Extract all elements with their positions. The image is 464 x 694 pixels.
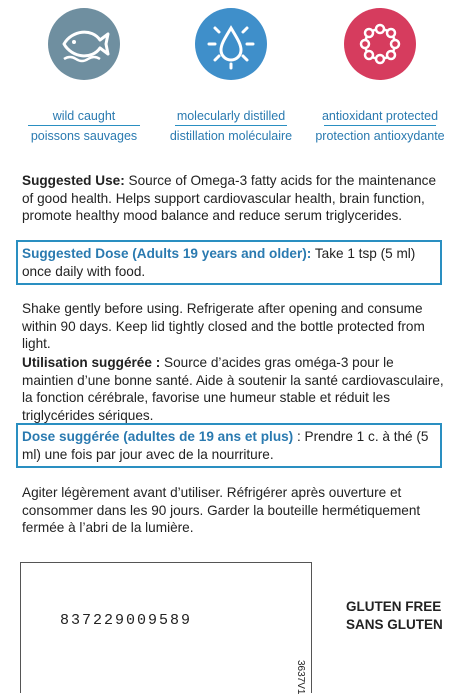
barcode-number: 837229009589: [60, 612, 193, 629]
feature-icons: [0, 8, 464, 158]
molecule-ring-icon: [344, 8, 416, 80]
gluten-free-en: GLUTEN FREE: [346, 599, 442, 614]
divider: [28, 125, 140, 126]
storage-en: Shake gently before using. Refrigerate after opening and consume within 90 days. Keep lid tightly closed and the bottle protected from light.: [22, 301, 425, 352]
gluten-free-fr: SANS GLUTEN: [346, 617, 443, 632]
feature-antioxidant: [310, 8, 450, 144]
suggested-use-heading: Suggested Use:: [22, 173, 125, 188]
storage-fr: Agiter légèrement avant d’utiliser. Réfrigérer après ouverture et consommer dans les 90 jours. Garder la bouteille hermétiquement fermée à l’abri de la lumière.: [22, 485, 421, 536]
utilisation-heading: Utilisation suggérée :: [22, 355, 161, 370]
suggested-dose-box-en: [16, 240, 442, 285]
fish-icon: [48, 8, 120, 80]
utilisation-body: Source d’acides gras oméga-3 pour le maintien d’une bonne santé. Aide à soutenir la santé cardiovasculaire, la fonction cérébrale, favorise une humeur stable et réduit les triglycérides sériques.: [22, 355, 444, 423]
divider: [324, 125, 436, 126]
feature-distilled: [161, 8, 301, 144]
label-protection-antioxydante: protection antioxydante: [315, 129, 445, 143]
drop-icon: [195, 8, 267, 80]
label-molecularly-distilled: molecularly distilled: [176, 109, 286, 123]
label-poissons-sauvages: poissons sauvages: [30, 129, 138, 143]
feature-wild-caught: [14, 8, 154, 144]
gluten-free-badge: [346, 598, 443, 634]
suggested-dose-box-fr: [16, 423, 442, 468]
label-distillation-moleculaire: distillation moléculaire: [169, 129, 293, 143]
label-antioxidant-protected: antioxidant protected: [321, 109, 439, 123]
suggested-use-body: Source of Omega-3 fatty acids for the maintenance of good health. Helps support cardiovascular health, brain function, promote healthy mood balance and reduce serum triglycerides.: [22, 173, 437, 224]
label-wild-caught: wild caught: [52, 109, 116, 123]
version-code: 3637V1: [295, 660, 306, 694]
suggested-use-en: [22, 172, 444, 225]
dose-suggeree-heading: Dose suggérée (adultes de 19 ans et plus): [22, 429, 294, 444]
suggested-dose-body: Take 1 tsp (5 ml) once daily with food.: [22, 246, 416, 279]
dose-suggeree-body: : Prendre 1 c. à thé (5 ml) une fois par jour avec de la nourriture.: [22, 429, 429, 462]
divider: [175, 125, 287, 126]
suggested-use-fr: [22, 354, 444, 424]
suggested-dose-heading: Suggested Dose (Adults 19 years and older):: [22, 246, 312, 261]
